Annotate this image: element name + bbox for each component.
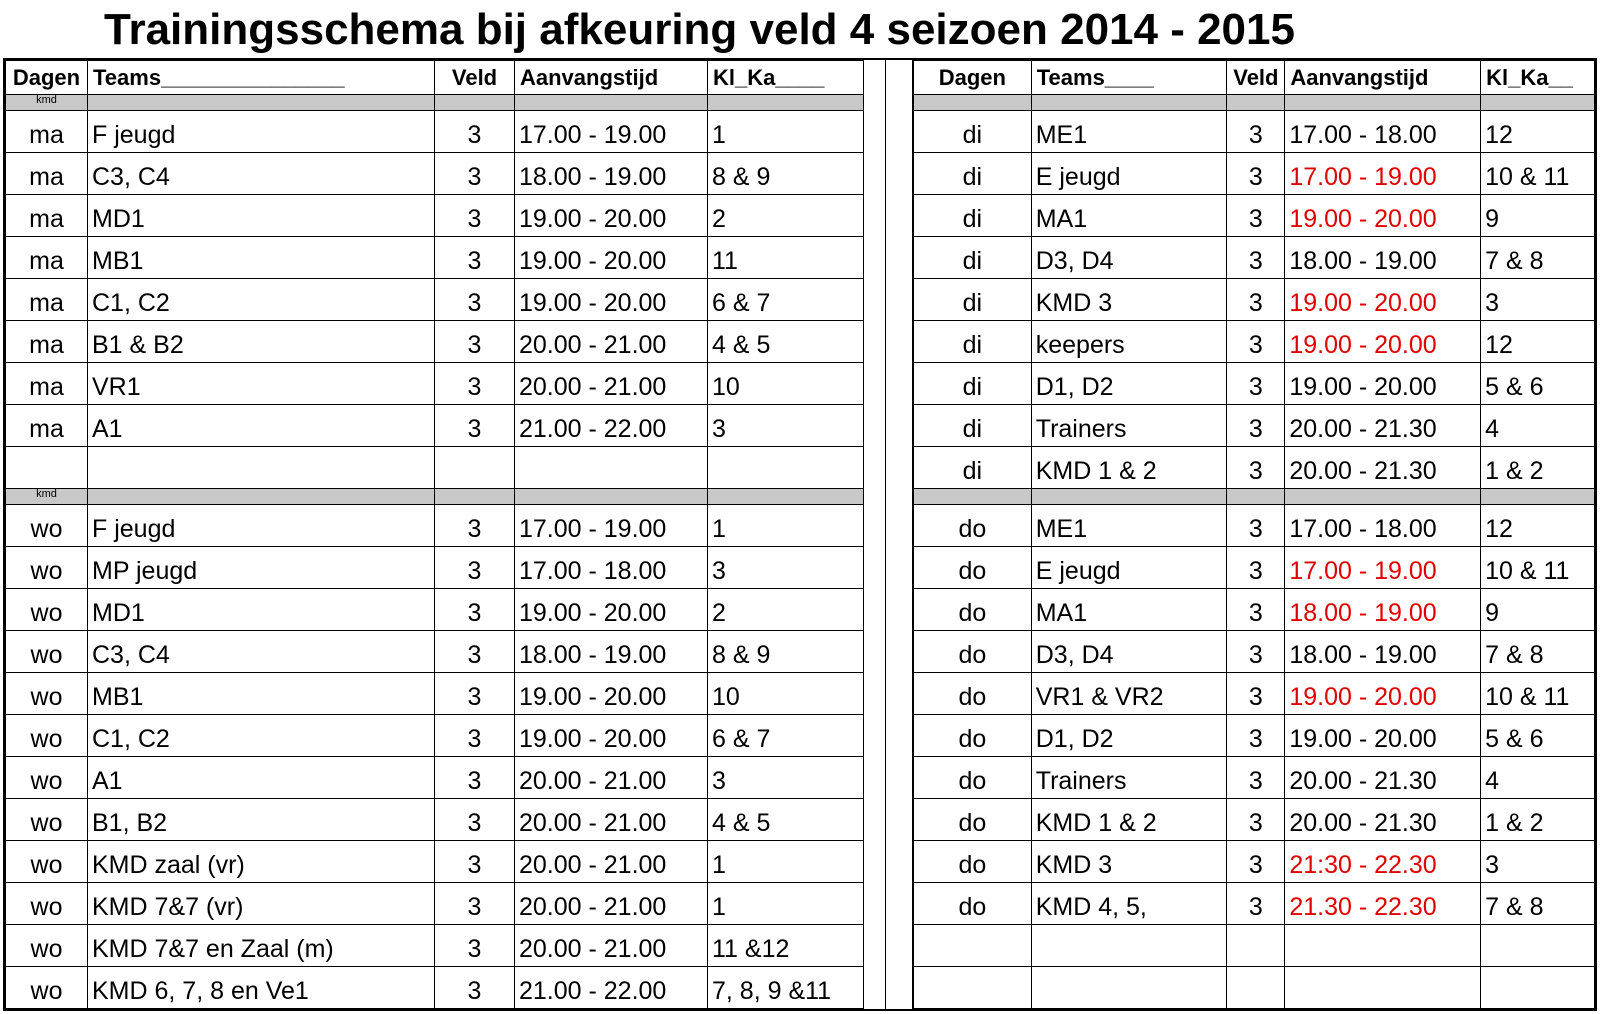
veld-cell: 3 xyxy=(1227,589,1285,631)
klka-cell: 2 xyxy=(708,195,864,237)
time-cell: 19.00 - 20.00 xyxy=(1285,673,1481,715)
time-cell: 21.00 - 22.00 xyxy=(515,405,708,447)
table-row xyxy=(6,925,864,967)
time-cell: 18.00 - 19.00 xyxy=(515,153,708,195)
veld-cell: 3 xyxy=(435,505,515,547)
time-cell: 20.00 - 21.00 xyxy=(515,925,708,967)
table-row xyxy=(6,967,864,1009)
table-row xyxy=(6,757,864,799)
separator-cell xyxy=(435,95,515,111)
team-cell: B1, B2 xyxy=(88,799,435,841)
separator-cell xyxy=(708,95,864,111)
team-cell: ME1 xyxy=(1031,111,1227,153)
day-cell: do xyxy=(914,631,1032,673)
day-cell: ma xyxy=(6,195,88,237)
header-aanvangstijd: Aanvangstijd xyxy=(1285,61,1481,95)
time-cell: 19.00 - 20.00 xyxy=(1285,363,1481,405)
klka-cell: 1 & 2 xyxy=(1481,447,1595,489)
klka-cell: 4 & 5 xyxy=(708,799,864,841)
day-cell: ma xyxy=(6,279,88,321)
klka-cell: 7 & 8 xyxy=(1481,237,1595,279)
table-row xyxy=(6,153,864,195)
team-cell: C3, C4 xyxy=(88,153,435,195)
veld-cell: 3 xyxy=(435,841,515,883)
table-row xyxy=(914,237,1595,279)
day-cell: di xyxy=(914,447,1032,489)
veld-cell: 3 xyxy=(435,321,515,363)
day-cell: wo xyxy=(6,673,88,715)
day-cell: wo xyxy=(6,925,88,967)
team-cell: E jeugd xyxy=(1031,153,1227,195)
separator-cell xyxy=(914,95,1032,111)
team-cell: F jeugd xyxy=(88,111,435,153)
veld-cell: 3 xyxy=(435,631,515,673)
table-row xyxy=(6,589,864,631)
klka-cell: 11 &12 xyxy=(708,925,864,967)
schedule-sheet xyxy=(3,58,1597,1011)
day-cell xyxy=(914,925,1032,967)
schedule-table-left xyxy=(5,60,864,1009)
veld-cell: 3 xyxy=(1227,405,1285,447)
team-cell: Trainers xyxy=(1031,757,1227,799)
day-cell: wo xyxy=(6,799,88,841)
klka-cell: 3 xyxy=(1481,279,1595,321)
klka-cell: 5 & 6 xyxy=(1481,715,1595,757)
klka-cell: 11 xyxy=(708,237,864,279)
day-cell: di xyxy=(914,279,1032,321)
time-cell: 19.00 - 20.00 xyxy=(1285,279,1481,321)
table-row xyxy=(6,237,864,279)
time-cell: 20.00 - 21.00 xyxy=(515,321,708,363)
separator-row xyxy=(914,95,1595,111)
veld-cell: 3 xyxy=(1227,673,1285,715)
day-cell: ma xyxy=(6,237,88,279)
klka-cell: 4 xyxy=(1481,757,1595,799)
team-cell: C1, C2 xyxy=(88,279,435,321)
table-row xyxy=(914,673,1595,715)
day-cell: do xyxy=(914,589,1032,631)
day-cell: wo xyxy=(6,589,88,631)
klka-cell: 8 & 9 xyxy=(708,153,864,195)
klka-cell: 3 xyxy=(708,757,864,799)
header-teams: Teams_______________ xyxy=(88,61,435,95)
team-cell: KMD 1 & 2 xyxy=(1031,799,1227,841)
time-cell: 17.00 - 18.00 xyxy=(1285,111,1481,153)
day-cell: ma xyxy=(6,153,88,195)
time-cell: 18.00 - 19.00 xyxy=(1285,237,1481,279)
separator-cell xyxy=(1481,489,1595,505)
time-cell: 19.00 - 20.00 xyxy=(515,237,708,279)
column-gap xyxy=(885,60,913,1009)
time-cell: 20.00 - 21.00 xyxy=(515,799,708,841)
day-cell: wo xyxy=(6,631,88,673)
veld-cell: 3 xyxy=(1227,715,1285,757)
veld-cell: 3 xyxy=(435,279,515,321)
time-cell: 19.00 - 20.00 xyxy=(1285,715,1481,757)
table-row xyxy=(6,279,864,321)
klka-cell: 10 xyxy=(708,673,864,715)
day-cell: wo xyxy=(6,505,88,547)
table-row xyxy=(6,195,864,237)
day-cell: do xyxy=(914,883,1032,925)
page-title: Trainingsschema bij afkeuring veld 4 seizoen 2014 - 2015 xyxy=(104,5,1295,54)
klka-cell: 10 & 11 xyxy=(1481,153,1595,195)
separator-cell xyxy=(515,489,708,505)
time-cell: 19.00 - 20.00 xyxy=(515,279,708,321)
table-row xyxy=(6,447,864,489)
header-aanvangstijd: Aanvangstijd xyxy=(515,61,708,95)
header-klka: Kl_Ka____ xyxy=(708,61,864,95)
time-cell: 18.00 - 19.00 xyxy=(1285,589,1481,631)
separator-cell xyxy=(708,489,864,505)
time-cell: 20.00 - 21.30 xyxy=(1285,447,1481,489)
table-row xyxy=(6,321,864,363)
header-teams: Teams____ xyxy=(1031,61,1227,95)
day-cell: wo xyxy=(6,967,88,1009)
team-cell: MP jeugd xyxy=(88,547,435,589)
klka-cell: 5 & 6 xyxy=(1481,363,1595,405)
header-veld: Veld xyxy=(1227,61,1285,95)
veld-cell: 3 xyxy=(1227,841,1285,883)
team-cell: D1, D2 xyxy=(1031,363,1227,405)
time-cell: 19.00 - 20.00 xyxy=(1285,321,1481,363)
team-cell xyxy=(88,447,435,489)
table-row xyxy=(6,715,864,757)
separator-row xyxy=(6,95,864,111)
separator-row xyxy=(6,489,864,505)
team-cell: Trainers xyxy=(1031,405,1227,447)
team-cell: KMD 3 xyxy=(1031,279,1227,321)
veld-cell: 3 xyxy=(1227,505,1285,547)
veld-cell: 3 xyxy=(1227,447,1285,489)
team-cell xyxy=(1031,967,1227,1009)
team-cell: A1 xyxy=(88,405,435,447)
day-cell: di xyxy=(914,153,1032,195)
time-cell: 20.00 - 21.00 xyxy=(515,363,708,405)
day-cell: ma xyxy=(6,405,88,447)
klka-cell: 3 xyxy=(708,405,864,447)
table-row xyxy=(914,925,1595,967)
day-cell: ma xyxy=(6,321,88,363)
veld-cell: 3 xyxy=(435,363,515,405)
table-row xyxy=(914,321,1595,363)
table-row xyxy=(6,883,864,925)
klka-cell: 9 xyxy=(1481,195,1595,237)
table-row xyxy=(914,631,1595,673)
veld-cell: 3 xyxy=(435,589,515,631)
veld-cell: 3 xyxy=(1227,547,1285,589)
day-cell: do xyxy=(914,505,1032,547)
veld-cell: 3 xyxy=(1227,799,1285,841)
team-cell: D3, D4 xyxy=(1031,631,1227,673)
team-cell: MD1 xyxy=(88,195,435,237)
header-dagen: Dagen xyxy=(914,61,1032,95)
veld-cell: 3 xyxy=(435,547,515,589)
team-cell: MD1 xyxy=(88,589,435,631)
separator-cell xyxy=(1481,95,1595,111)
veld-cell: 3 xyxy=(1227,321,1285,363)
day-cell: wo xyxy=(6,757,88,799)
klka-cell: 3 xyxy=(1481,841,1595,883)
time-cell: 17.00 - 18.00 xyxy=(1285,505,1481,547)
team-cell: KMD 7&7 en Zaal (m) xyxy=(88,925,435,967)
day-cell: di xyxy=(914,363,1032,405)
team-cell: B1 & B2 xyxy=(88,321,435,363)
time-cell: 17.00 - 19.00 xyxy=(1285,547,1481,589)
klka-cell xyxy=(708,447,864,489)
separator-cell xyxy=(88,489,435,505)
time-cell xyxy=(1285,925,1481,967)
klka-cell: 10 xyxy=(708,363,864,405)
veld-cell: 3 xyxy=(1227,757,1285,799)
team-cell: KMD 3 xyxy=(1031,841,1227,883)
table-row xyxy=(914,363,1595,405)
day-cell: di xyxy=(914,321,1032,363)
time-cell: 19.00 - 20.00 xyxy=(515,195,708,237)
separator-cell xyxy=(88,95,435,111)
klka-cell: 12 xyxy=(1481,321,1595,363)
separator-cell xyxy=(1227,489,1285,505)
team-cell: MB1 xyxy=(88,237,435,279)
day-cell: do xyxy=(914,799,1032,841)
schedule-table-right xyxy=(913,60,1595,1009)
time-cell: 19.00 - 20.00 xyxy=(515,715,708,757)
time-cell: 21.00 - 22.00 xyxy=(515,967,708,1009)
table-row xyxy=(914,405,1595,447)
klka-cell: 4 xyxy=(1481,405,1595,447)
day-cell: wo xyxy=(6,715,88,757)
team-cell: KMD 7&7 (vr) xyxy=(88,883,435,925)
separator-cell xyxy=(515,95,708,111)
day-cell: di xyxy=(914,405,1032,447)
team-cell: KMD zaal (vr) xyxy=(88,841,435,883)
time-cell: 19.00 - 20.00 xyxy=(515,673,708,715)
team-cell: D3, D4 xyxy=(1031,237,1227,279)
separator-cell xyxy=(1227,95,1285,111)
table-row xyxy=(914,505,1595,547)
day-cell: wo xyxy=(6,883,88,925)
klka-cell: 1 xyxy=(708,841,864,883)
time-cell: 17.00 - 19.00 xyxy=(515,111,708,153)
team-cell: MB1 xyxy=(88,673,435,715)
klka-cell: 1 xyxy=(708,505,864,547)
klka-cell: 7, 8, 9 &11 xyxy=(708,967,864,1009)
klka-cell: 12 xyxy=(1481,505,1595,547)
time-cell: 19.00 - 20.00 xyxy=(1285,195,1481,237)
separator-cell xyxy=(1285,95,1481,111)
day-cell: ma xyxy=(6,363,88,405)
time-cell: 21.30 - 22.30 xyxy=(1285,883,1481,925)
separator-cell xyxy=(914,489,1032,505)
veld-cell: 3 xyxy=(435,967,515,1009)
team-cell xyxy=(1031,925,1227,967)
table-row xyxy=(914,547,1595,589)
day-cell: wo xyxy=(6,841,88,883)
separator-cell xyxy=(435,489,515,505)
table-row xyxy=(914,841,1595,883)
table-row xyxy=(6,799,864,841)
veld-cell: 3 xyxy=(1227,279,1285,321)
team-cell: F jeugd xyxy=(88,505,435,547)
time-cell: 20.00 - 21.30 xyxy=(1285,757,1481,799)
team-cell: KMD 4, 5, xyxy=(1031,883,1227,925)
day-cell xyxy=(6,447,88,489)
separator-label: kmd xyxy=(6,95,88,111)
separator-cell xyxy=(1285,489,1481,505)
separator-label: kmd xyxy=(6,489,88,505)
team-cell: MA1 xyxy=(1031,195,1227,237)
header-dagen: Dagen xyxy=(6,61,88,95)
klka-cell: 9 xyxy=(1481,589,1595,631)
table-row xyxy=(6,363,864,405)
team-cell: C3, C4 xyxy=(88,631,435,673)
team-cell: D1, D2 xyxy=(1031,715,1227,757)
klka-cell: 2 xyxy=(708,589,864,631)
table-row xyxy=(6,547,864,589)
day-cell: wo xyxy=(6,547,88,589)
veld-cell: 3 xyxy=(435,673,515,715)
separator-row xyxy=(914,489,1595,505)
team-cell: C1, C2 xyxy=(88,715,435,757)
header-row xyxy=(6,61,864,95)
table-row xyxy=(914,195,1595,237)
time-cell: 18.00 - 19.00 xyxy=(515,631,708,673)
team-cell: keepers xyxy=(1031,321,1227,363)
time-cell: 21:30 - 22.30 xyxy=(1285,841,1481,883)
team-cell: E jeugd xyxy=(1031,547,1227,589)
time-cell: 18.00 - 19.00 xyxy=(1285,631,1481,673)
veld-cell: 3 xyxy=(1227,153,1285,195)
table-row xyxy=(914,757,1595,799)
veld-cell: 3 xyxy=(435,757,515,799)
team-cell: KMD 1 & 2 xyxy=(1031,447,1227,489)
veld-cell: 3 xyxy=(435,153,515,195)
veld-cell: 3 xyxy=(435,195,515,237)
table-row xyxy=(914,967,1595,1009)
klka-cell: 8 & 9 xyxy=(708,631,864,673)
klka-cell: 1 xyxy=(708,111,864,153)
time-cell xyxy=(515,447,708,489)
veld-cell: 3 xyxy=(435,715,515,757)
time-cell: 20.00 - 21.30 xyxy=(1285,405,1481,447)
veld-cell xyxy=(1227,925,1285,967)
klka-cell xyxy=(1481,967,1595,1009)
team-cell: ME1 xyxy=(1031,505,1227,547)
day-cell: do xyxy=(914,673,1032,715)
veld-cell: 3 xyxy=(1227,237,1285,279)
table-row xyxy=(914,883,1595,925)
separator-cell xyxy=(1031,489,1227,505)
team-cell: VR1 & VR2 xyxy=(1031,673,1227,715)
table-row xyxy=(914,447,1595,489)
klka-cell: 4 & 5 xyxy=(708,321,864,363)
day-cell: ma xyxy=(6,111,88,153)
separator-cell xyxy=(1031,95,1227,111)
veld-cell xyxy=(435,447,515,489)
time-cell: 20.00 - 21.00 xyxy=(515,883,708,925)
veld-cell: 3 xyxy=(435,925,515,967)
time-cell: 17.00 - 19.00 xyxy=(515,505,708,547)
klka-cell: 7 & 8 xyxy=(1481,883,1595,925)
veld-cell: 3 xyxy=(1227,883,1285,925)
header-veld: Veld xyxy=(435,61,515,95)
table-row xyxy=(914,589,1595,631)
team-cell: VR1 xyxy=(88,363,435,405)
time-cell: 20.00 - 21.00 xyxy=(515,841,708,883)
team-cell: MA1 xyxy=(1031,589,1227,631)
veld-cell: 3 xyxy=(435,237,515,279)
veld-cell: 3 xyxy=(1227,195,1285,237)
veld-cell: 3 xyxy=(435,405,515,447)
veld-cell: 3 xyxy=(1227,111,1285,153)
table-row xyxy=(914,279,1595,321)
day-cell: di xyxy=(914,237,1032,279)
time-cell: 17.00 - 19.00 xyxy=(1285,153,1481,195)
klka-cell: 6 & 7 xyxy=(708,279,864,321)
day-cell: do xyxy=(914,841,1032,883)
veld-cell xyxy=(1227,967,1285,1009)
table-row xyxy=(6,505,864,547)
day-cell xyxy=(914,967,1032,1009)
klka-cell: 1 & 2 xyxy=(1481,799,1595,841)
table-row xyxy=(6,631,864,673)
table-row xyxy=(914,111,1595,153)
table-row xyxy=(914,153,1595,195)
team-cell: A1 xyxy=(88,757,435,799)
klka-cell: 10 & 11 xyxy=(1481,547,1595,589)
klka-cell: 12 xyxy=(1481,111,1595,153)
day-cell: di xyxy=(914,111,1032,153)
table-row xyxy=(6,405,864,447)
table-row xyxy=(914,715,1595,757)
day-cell: do xyxy=(914,547,1032,589)
klka-cell: 1 xyxy=(708,883,864,925)
veld-cell: 3 xyxy=(435,799,515,841)
klka-cell: 3 xyxy=(708,547,864,589)
veld-cell: 3 xyxy=(1227,631,1285,673)
header-row xyxy=(914,61,1595,95)
veld-cell: 3 xyxy=(435,883,515,925)
day-cell: do xyxy=(914,757,1032,799)
time-cell xyxy=(1285,967,1481,1009)
team-cell: KMD 6, 7, 8 en Ve1 xyxy=(88,967,435,1009)
header-klka: Kl_Ka__ xyxy=(1481,61,1595,95)
veld-cell: 3 xyxy=(1227,363,1285,405)
time-cell: 20.00 - 21.30 xyxy=(1285,799,1481,841)
klka-cell xyxy=(1481,925,1595,967)
time-cell: 19.00 - 20.00 xyxy=(515,589,708,631)
klka-cell: 10 & 11 xyxy=(1481,673,1595,715)
table-row xyxy=(6,673,864,715)
day-cell: di xyxy=(914,195,1032,237)
table-row xyxy=(914,799,1595,841)
time-cell: 17.00 - 18.00 xyxy=(515,547,708,589)
time-cell: 20.00 - 21.00 xyxy=(515,757,708,799)
table-row xyxy=(6,111,864,153)
veld-cell: 3 xyxy=(435,111,515,153)
klka-cell: 6 & 7 xyxy=(708,715,864,757)
table-row xyxy=(6,841,864,883)
klka-cell: 7 & 8 xyxy=(1481,631,1595,673)
day-cell: do xyxy=(914,715,1032,757)
